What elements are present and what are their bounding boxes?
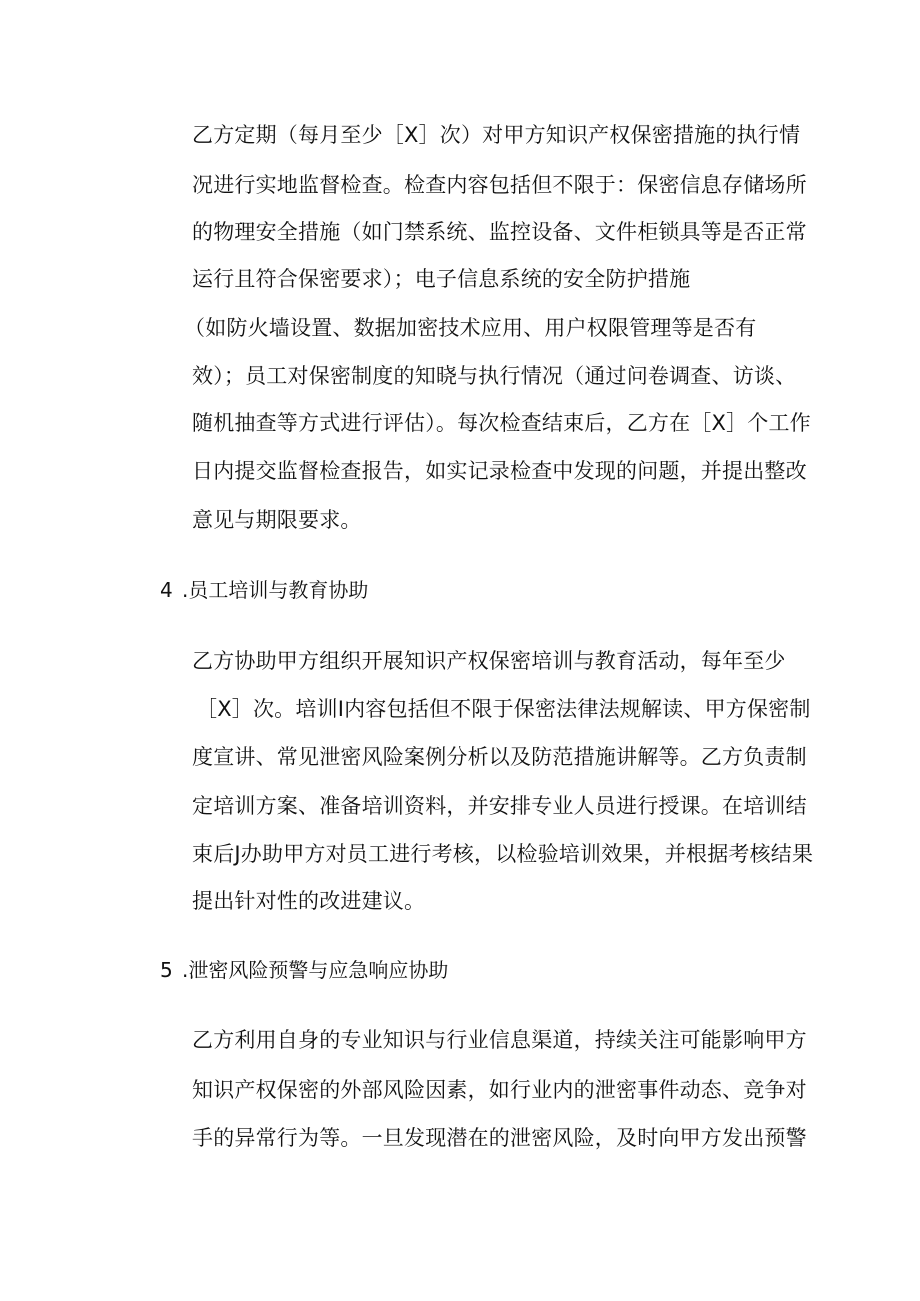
paragraph-line: 手的异常行为等。一旦发现潜在的泄密风险，及时向甲方发出预警: [192, 1126, 807, 1150]
paragraph-line: 随机抽查等方式进行评估）。每次检查结束后，乙方在［X］个工作: [192, 411, 811, 435]
section-heading-risk-warning: [160, 955, 448, 985]
section-heading-training: [160, 575, 368, 605]
paragraph-line: 乙方协助甲方组织开展知识产权保密培训与教育活动，每年至少: [192, 649, 786, 673]
section-title: .泄密风险预警与应急响应协助: [182, 958, 449, 982]
section-number: 4: [160, 578, 173, 602]
paragraph-line: 效）；员工对保密制度的知晓与执行情况（通过问卷调查、访谈、: [192, 364, 797, 388]
paragraph-line: （如防火墙设置、数据加密技术应用、用户权限管理等是否有: [184, 316, 757, 340]
paragraph-line: 度宣讲、常见泄密风险案例分析以及防范措施讲解等。乙方负责制: [192, 745, 807, 769]
paragraph-line: 日内提交监督检查报告，如实记录检查中发现的问题，并提出整改: [192, 459, 807, 483]
paragraph-line: 知识产权保密的外部风险因素，如行业内的泄密事件动态、竞争对: [192, 1078, 807, 1102]
paragraph-line: ［X］次。培训I内容包括但不限于保密法律法规解读、甲方保密制: [196, 697, 811, 721]
paragraph-line: 乙方定期（每月至少［X］次）对甲方知识产权保密措施的执行情: [192, 123, 801, 147]
section-title: .员工培训与教育协助: [182, 578, 369, 602]
paragraph-line: 的物理安全措施（如门禁系统、监控设备、文件柜锁具等是否正常: [192, 220, 807, 244]
paragraph-line: 运行且符合保密要求）；电子信息系统的安全防护措施: [192, 267, 691, 291]
paragraph-line: 乙方利用自身的专业知识与行业信息渠道，持续关注可能影响甲方: [192, 1028, 807, 1052]
section-number: 5: [160, 958, 173, 982]
paragraph-line: 况进行实地监督检查。检查内容包括但不限于：保密信息存储场所: [192, 173, 807, 197]
paragraph-line: 束后J办助甲方对员工进行考核，以检验培训效果，并根据考核结果: [192, 842, 814, 866]
paragraph-line: 定培训方案、准备培训资料，并安排专业人员进行授课。在培训结: [192, 794, 807, 818]
paragraph-line: 提出针对性的改进建议。: [192, 889, 426, 913]
paragraph-line: 意见与期限要求。: [192, 508, 362, 532]
